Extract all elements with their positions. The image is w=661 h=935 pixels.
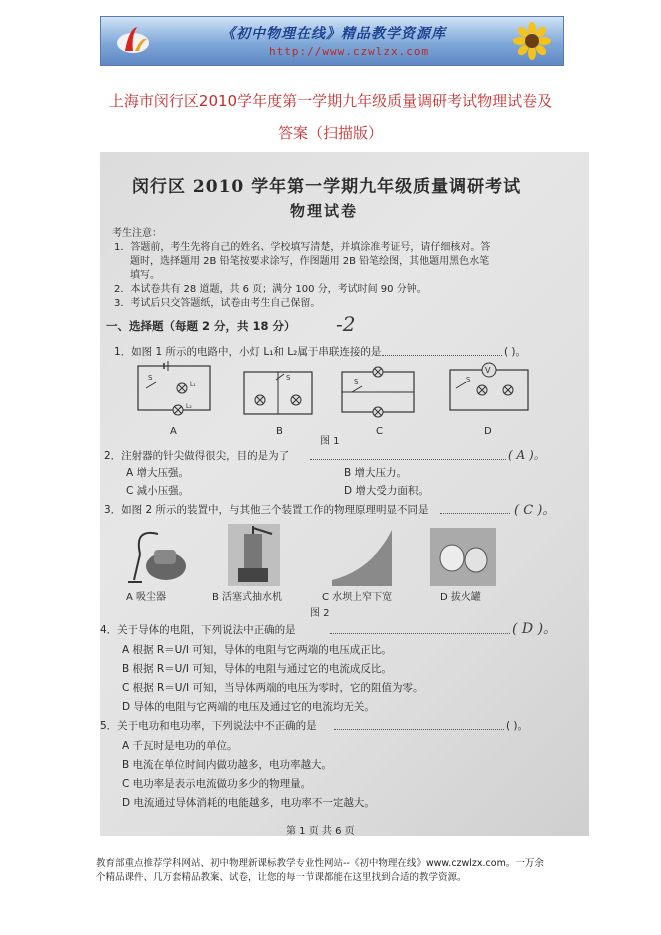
scanned-exam-page: [100, 152, 589, 836]
footer-line-1: 教育部重点推荐学科网站、初中物理新课标教学专业性网站--《初中物理在线》www.czwlzx.com。一万余: [96, 858, 544, 869]
figure-2-caption-a: A 吸尘器: [126, 592, 167, 603]
svg-text:V: V: [485, 366, 491, 375]
question-1: 1．如图 1 所示的电路中，小灯 L₁和 L₂属于串联连接的是: [114, 346, 382, 358]
figure-2-caption-c: C 水坝上窄下宽: [322, 592, 393, 603]
question-2-option-d: D 增大受力面积。: [344, 485, 429, 497]
banner-url[interactable]: http://www.czwlzx.com: [269, 45, 430, 58]
svg-text:S: S: [466, 376, 471, 384]
site-logo-icon: [115, 23, 151, 59]
dam-image: [332, 530, 392, 586]
figure-2-caption-b: B 活塞式抽水机: [212, 592, 283, 603]
notice-item-2: 2．本试卷共有 28 道题，共 6 页；满分 100 分，考试时间 90 分钟。: [114, 284, 427, 295]
notice-item-1c: 填写。: [130, 270, 160, 281]
page-number: 第 1 页 共 6 页: [286, 826, 355, 836]
notice-heading: 考生注意：: [112, 228, 162, 239]
figure-2-label: 图 2: [310, 608, 330, 619]
site-footer: [96, 857, 564, 885]
footer-line-2: 个精品课件、几万套精品教案、试卷，让您的每一节课都能在这里找到合适的教学资源。: [96, 872, 467, 883]
question-5-option-a: A 千瓦时是电功的单位。: [122, 740, 238, 752]
question-2: 2．注射器的针尖做得很尖，目的是为了: [104, 450, 290, 462]
circuit-b-label: B: [276, 426, 283, 437]
question-5: 5．关于电功和电功率，下列说法中不正确的是: [100, 720, 317, 732]
question-5-option-c: C 电功率是表示电流做功多少的物理量。: [122, 778, 312, 790]
question-5-option-b: B 电流在单位时间内做功越多，电功率越大。: [122, 759, 333, 771]
site-banner[interactable]: [100, 16, 564, 66]
svg-text:S: S: [286, 374, 291, 382]
svg-text:S: S: [354, 378, 359, 386]
circuit-c-label: C: [376, 426, 383, 437]
svg-text:L₂: L₂: [186, 403, 192, 410]
notice-item-1b: 题时，选择题用 2B 铅笔按要求涂写，作图题用 2B 铅笔绘图，其他题用黑色水笔: [130, 256, 490, 267]
question-2-answer: ( A )。: [508, 448, 546, 462]
cupping-image: [430, 528, 496, 586]
circuit-c-diagram: [338, 362, 418, 424]
circuit-d-diagram: [446, 358, 532, 424]
answer-leader-3: [440, 513, 510, 514]
question-4-option-a: A 根据 R＝U/I 可知，导体的电阻与它两端的电压成正比。: [122, 644, 392, 656]
question-4-option-b: B 根据 R＝U/I 可知，导体的电阻与通过它的电流成反比。: [122, 663, 392, 675]
answer-leader-5: [334, 729, 504, 730]
answer-leader-2: [310, 459, 506, 460]
question-2-option-a: A 增大压强。: [126, 467, 190, 479]
svg-text:S: S: [148, 374, 153, 382]
answer-leader-1: [382, 355, 502, 356]
circuit-a-label: A: [170, 426, 177, 437]
circuit-d-label: D: [484, 426, 492, 437]
vacuum-cleaner-image: [124, 524, 194, 586]
question-3: 3．如图 2 所示的装置中，与其他三个装置工作的物理原理明显不同是: [104, 504, 429, 516]
question-4: 4．关于导体的电阻，下列说法中正确的是: [100, 624, 296, 636]
figure-2-caption-d: D 拔火罐: [440, 592, 481, 603]
question-4-option-d: D 导体的电阻与它两端的电压及通过它的电流均无关。: [122, 701, 375, 713]
section-score-handwritten: -2: [336, 312, 356, 336]
question-5-option-d: D 电流通过导体消耗的电能越多，电功率不一定越大。: [122, 797, 375, 809]
sunflower-icon: [509, 21, 555, 61]
section-1-heading: 一、选择题（每题 2 分，共 18 分）: [106, 319, 296, 333]
notice-item-3: 3．考试后只交答题纸，试卷由考生自己保留。: [114, 298, 321, 309]
notice-item-1a: 1．答题前，考生先将自己的姓名、学校填写清楚，并填涂准考证号，请仔细核对。答: [114, 242, 491, 253]
question-2-option-c: C 减小压强。: [126, 485, 190, 497]
piston-pump-image: [228, 524, 280, 586]
question-5-answer: ( )。: [506, 720, 529, 732]
document-title-line-1: 上海市闵行区2010学年度第一学期九年级质量调研考试物理试卷及: [108, 92, 553, 110]
document-title-line-2: 答案（扫描版）: [277, 124, 383, 142]
question-3-answer: ( C )。: [514, 503, 556, 518]
banner-title: 《初中物理在线》精品教学资源库: [221, 26, 446, 42]
question-4-answer: ( D )。: [512, 621, 558, 637]
circuit-b-diagram: [240, 364, 316, 424]
circuit-a-diagram: [134, 360, 214, 424]
figure-1-label: 图 1: [320, 436, 340, 447]
svg-text:L₁: L₁: [190, 381, 196, 388]
answer-leader-4: [330, 633, 510, 634]
exam-title: 闵行区 2010 学年第一学期九年级质量调研考试: [132, 177, 522, 197]
question-4-option-c: C 根据 R＝U/I 可知，当导体两端的电压为零时，它的阻值为零。: [122, 682, 424, 694]
question-2-option-b: B 增大压力。: [344, 467, 408, 479]
question-1-answer: ( )。: [504, 346, 527, 358]
exam-subtitle: 物理试卷: [290, 202, 359, 220]
